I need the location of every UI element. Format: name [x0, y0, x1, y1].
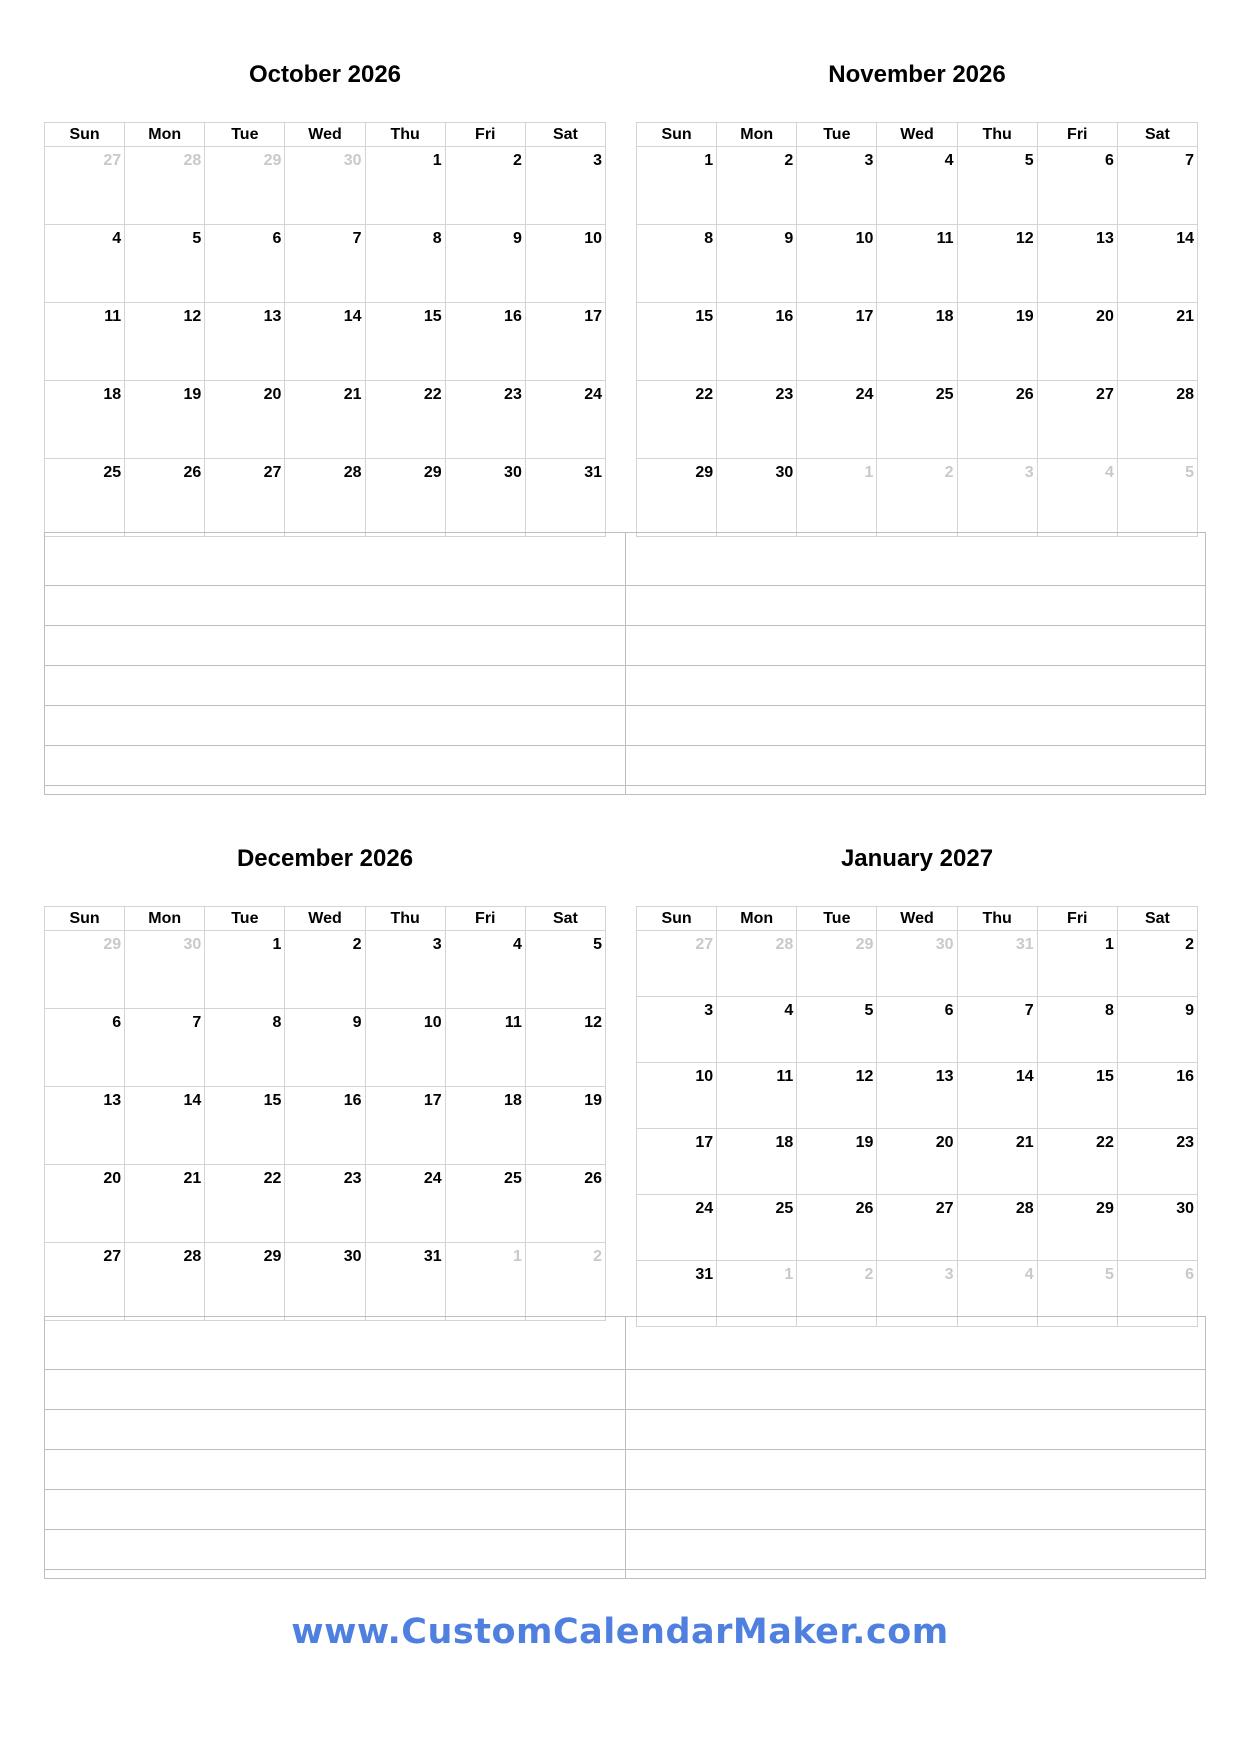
day-cell[interactable]: 16	[717, 303, 797, 381]
day-cell[interactable]: 4	[717, 997, 797, 1063]
weekday-header: Wed	[877, 907, 957, 931]
day-cell-adjacent-month[interactable]: 1	[797, 459, 877, 537]
day-cell[interactable]: 21	[125, 1165, 205, 1243]
notes-area-top	[44, 532, 1206, 795]
day-cell[interactable]: 21	[957, 1129, 1037, 1195]
day-cell[interactable]: 28	[125, 1243, 205, 1321]
week-row	[45, 1243, 606, 1321]
day-cell[interactable]: 17	[365, 1087, 445, 1165]
day-cell[interactable]: 8	[1037, 997, 1117, 1063]
day-cell[interactable]: 3	[525, 147, 605, 225]
day-cell[interactable]: 1	[637, 147, 717, 225]
notes-cell[interactable]	[45, 1530, 626, 1569]
weekday-header: Tue	[797, 907, 877, 931]
day-cell[interactable]: 1	[365, 147, 445, 225]
week-row	[637, 381, 1198, 459]
day-cell[interactable]: 8	[365, 225, 445, 303]
day-cell[interactable]: 22	[1037, 1129, 1117, 1195]
notes-cell[interactable]	[626, 706, 1206, 745]
day-cell[interactable]: 17	[797, 303, 877, 381]
day-cell[interactable]: 14	[1117, 225, 1197, 303]
weekday-header: Tue	[205, 123, 285, 147]
weekday-header: Thu	[365, 123, 445, 147]
day-cell[interactable]: 2	[445, 147, 525, 225]
day-cell[interactable]: 5	[957, 147, 1037, 225]
week-row	[45, 147, 606, 225]
day-cell-adjacent-month[interactable]: 2	[525, 1243, 605, 1321]
notes-cell[interactable]	[45, 1317, 626, 1369]
day-cell[interactable]: 8	[205, 1009, 285, 1087]
month-january	[636, 828, 1198, 1327]
day-cell[interactable]: 9	[1117, 997, 1197, 1063]
day-cell[interactable]: 21	[285, 381, 365, 459]
notes-row	[45, 666, 1205, 706]
weekday-header-row	[637, 123, 1198, 147]
day-cell[interactable]: 30	[445, 459, 525, 537]
month-october	[44, 44, 606, 537]
weekday-header: Sun	[45, 907, 125, 931]
week-row	[45, 459, 606, 537]
day-cell[interactable]: 2	[285, 931, 365, 1009]
week-row	[637, 931, 1198, 997]
day-cell[interactable]: 12	[525, 1009, 605, 1087]
day-cell-adjacent-month[interactable]: 30	[125, 931, 205, 1009]
weekday-header: Mon	[125, 907, 205, 931]
day-cell[interactable]: 15	[205, 1087, 285, 1165]
weekday-header: Sun	[637, 907, 717, 931]
notes-cell[interactable]	[45, 746, 626, 785]
day-cell[interactable]: 5	[525, 931, 605, 1009]
weekday-header: Fri	[1037, 907, 1117, 931]
day-cell[interactable]: 6	[877, 997, 957, 1063]
week-row	[637, 225, 1198, 303]
day-cell[interactable]: 7	[285, 225, 365, 303]
day-cell[interactable]: 17	[637, 1129, 717, 1195]
day-cell-adjacent-month[interactable]: 29	[797, 931, 877, 997]
notes-row	[45, 1490, 1205, 1530]
notes-row	[45, 1410, 1205, 1450]
notes-row	[45, 786, 1205, 794]
day-cell[interactable]: 11	[445, 1009, 525, 1087]
day-cell[interactable]: 3	[637, 997, 717, 1063]
weekday-header-row	[45, 123, 606, 147]
weekday-header: Sun	[45, 123, 125, 147]
week-row	[637, 147, 1198, 225]
notes-row	[45, 626, 1205, 666]
day-cell-adjacent-month[interactable]: 4	[957, 1261, 1037, 1327]
day-cell[interactable]: 1	[205, 931, 285, 1009]
notes-row	[45, 706, 1205, 746]
day-cell-adjacent-month[interactable]: 2	[797, 1261, 877, 1327]
day-cell[interactable]: 3	[797, 147, 877, 225]
weekday-header-row	[45, 907, 606, 931]
notes-cell[interactable]	[45, 786, 626, 794]
day-cell[interactable]: 28	[285, 459, 365, 537]
day-cell[interactable]: 18	[717, 1129, 797, 1195]
day-cell[interactable]: 7	[957, 997, 1037, 1063]
day-cell-adjacent-month[interactable]: 3	[957, 459, 1037, 537]
weekday-header: Mon	[717, 907, 797, 931]
weekday-header: Sun	[637, 123, 717, 147]
month-title: January 2027	[840, 845, 994, 872]
weekday-header: Tue	[205, 907, 285, 931]
notes-row	[45, 586, 1205, 626]
day-cell[interactable]: 11	[877, 225, 957, 303]
day-cell[interactable]: 2	[1117, 931, 1197, 997]
day-cell[interactable]: 20	[1037, 303, 1117, 381]
week-row	[637, 1129, 1198, 1195]
day-cell[interactable]: 28	[957, 1195, 1037, 1261]
day-cell[interactable]: 14	[125, 1087, 205, 1165]
notes-cell[interactable]	[626, 1570, 1206, 1578]
day-cell[interactable]: 23	[1117, 1129, 1197, 1195]
weekday-header: Fri	[445, 907, 525, 931]
notes-row	[45, 1570, 1205, 1578]
day-cell[interactable]: 9	[445, 225, 525, 303]
day-cell[interactable]: 16	[445, 303, 525, 381]
day-cell[interactable]: 13	[45, 1087, 125, 1165]
day-cell[interactable]: 24	[797, 381, 877, 459]
notes-cell[interactable]	[626, 666, 1206, 705]
day-cell[interactable]: 8	[637, 225, 717, 303]
day-cell[interactable]: 20	[45, 1165, 125, 1243]
day-cell[interactable]: 1	[1037, 931, 1117, 997]
notes-cell[interactable]	[45, 1410, 626, 1449]
month-grid	[44, 122, 606, 537]
notes-row	[45, 533, 1205, 586]
day-cell[interactable]: 23	[445, 381, 525, 459]
notes-cell[interactable]	[626, 746, 1206, 785]
day-cell-adjacent-month[interactable]: 30	[877, 931, 957, 997]
notes-row	[45, 1450, 1205, 1490]
month-grid	[636, 906, 1198, 1327]
day-cell[interactable]: 3	[365, 931, 445, 1009]
week-row	[637, 1063, 1198, 1129]
notes-cell[interactable]	[626, 1530, 1206, 1569]
day-cell[interactable]: 27	[45, 1243, 125, 1321]
day-cell-adjacent-month[interactable]: 5	[1037, 1261, 1117, 1327]
day-cell[interactable]: 24	[637, 1195, 717, 1261]
day-cell[interactable]: 19	[957, 303, 1037, 381]
day-cell[interactable]: 13	[205, 303, 285, 381]
day-cell[interactable]: 29	[365, 459, 445, 537]
notes-cell[interactable]	[45, 1490, 626, 1529]
day-cell[interactable]: 23	[717, 381, 797, 459]
week-row	[637, 459, 1198, 537]
weekday-header: Mon	[717, 123, 797, 147]
week-row	[637, 997, 1198, 1063]
day-cell[interactable]: 30	[717, 459, 797, 537]
day-cell[interactable]: 28	[1117, 381, 1197, 459]
day-cell[interactable]: 14	[285, 303, 365, 381]
day-cell[interactable]: 22	[365, 381, 445, 459]
weekday-header: Fri	[1037, 123, 1117, 147]
notes-cell[interactable]	[626, 1370, 1206, 1409]
day-cell[interactable]: 16	[285, 1087, 365, 1165]
day-cell[interactable]: 12	[957, 225, 1037, 303]
notes-area-bottom	[44, 1316, 1206, 1579]
notes-cell[interactable]	[626, 1410, 1206, 1449]
day-cell[interactable]: 15	[637, 303, 717, 381]
day-cell-adjacent-month[interactable]: 6	[1117, 1261, 1197, 1327]
day-cell[interactable]: 25	[445, 1165, 525, 1243]
day-cell[interactable]: 5	[797, 997, 877, 1063]
notes-cell[interactable]	[45, 533, 626, 585]
day-cell[interactable]: 24	[365, 1165, 445, 1243]
notes-cell[interactable]	[626, 586, 1206, 625]
notes-row	[45, 1317, 1205, 1370]
day-cell[interactable]: 9	[285, 1009, 365, 1087]
week-row	[45, 1087, 606, 1165]
day-cell[interactable]: 7	[1117, 147, 1197, 225]
day-cell-adjacent-month[interactable]: 4	[1037, 459, 1117, 537]
week-row	[45, 931, 606, 1009]
day-cell-adjacent-month[interactable]: 2	[877, 459, 957, 537]
day-cell[interactable]: 20	[877, 1129, 957, 1195]
day-cell[interactable]: 25	[45, 459, 125, 537]
day-cell[interactable]: 4	[877, 147, 957, 225]
weekday-header: Sat	[525, 907, 605, 931]
day-cell[interactable]: 10	[365, 1009, 445, 1087]
day-cell[interactable]: 21	[1117, 303, 1197, 381]
weekday-header: Fri	[445, 123, 525, 147]
notes-cell[interactable]	[45, 1370, 626, 1409]
day-cell[interactable]: 24	[525, 381, 605, 459]
weekday-header-row	[637, 907, 1198, 931]
day-cell[interactable]: 31	[525, 459, 605, 537]
day-cell[interactable]: 26	[525, 1165, 605, 1243]
weekday-header: Sat	[1117, 123, 1197, 147]
day-cell[interactable]: 18	[445, 1087, 525, 1165]
day-cell[interactable]: 19	[797, 1129, 877, 1195]
day-cell[interactable]: 5	[125, 225, 205, 303]
day-cell[interactable]: 30	[1117, 1195, 1197, 1261]
day-cell[interactable]: 18	[45, 381, 125, 459]
weekday-header: Thu	[957, 123, 1037, 147]
weekday-header: Sat	[525, 123, 605, 147]
day-cell[interactable]: 27	[877, 1195, 957, 1261]
day-cell[interactable]: 19	[525, 1087, 605, 1165]
day-cell[interactable]: 31	[365, 1243, 445, 1321]
day-cell[interactable]: 25	[717, 1195, 797, 1261]
day-cell[interactable]: 25	[877, 381, 957, 459]
day-cell[interactable]: 11	[45, 303, 125, 381]
day-cell-adjacent-month[interactable]: 1	[445, 1243, 525, 1321]
month-title: December 2026	[236, 845, 414, 872]
month-grid	[636, 122, 1198, 537]
day-cell-adjacent-month[interactable]: 30	[285, 147, 365, 225]
month-title: October 2026	[248, 61, 402, 88]
day-cell[interactable]: 15	[365, 303, 445, 381]
notes-cell[interactable]	[45, 626, 626, 665]
day-cell[interactable]: 6	[45, 1009, 125, 1087]
day-cell[interactable]: 29	[205, 1243, 285, 1321]
day-cell[interactable]: 18	[877, 303, 957, 381]
day-cell[interactable]: 22	[637, 381, 717, 459]
week-row	[45, 1165, 606, 1243]
day-cell[interactable]: 15	[1037, 1063, 1117, 1129]
notes-row	[45, 746, 1205, 786]
day-cell-adjacent-month[interactable]: 3	[877, 1261, 957, 1327]
weekday-header: Thu	[957, 907, 1037, 931]
notes-cell[interactable]	[45, 666, 626, 705]
day-cell[interactable]: 4	[445, 931, 525, 1009]
website-link[interactable]: www.CustomCalendarMaker.com	[291, 1612, 949, 1652]
day-cell-adjacent-month[interactable]: 29	[45, 931, 125, 1009]
day-cell[interactable]: 6	[205, 225, 285, 303]
notes-cell[interactable]	[45, 706, 626, 745]
day-cell[interactable]: 2	[717, 147, 797, 225]
day-cell[interactable]: 26	[957, 381, 1037, 459]
day-cell[interactable]: 26	[125, 459, 205, 537]
week-row	[637, 303, 1198, 381]
weekday-header: Sat	[1117, 907, 1197, 931]
day-cell-adjacent-month[interactable]: 5	[1117, 459, 1197, 537]
day-cell[interactable]: 20	[205, 381, 285, 459]
day-cell[interactable]: 4	[45, 225, 125, 303]
month-title: November 2026	[828, 61, 1006, 88]
day-cell[interactable]: 10	[637, 1063, 717, 1129]
notes-cell[interactable]	[626, 626, 1206, 665]
month-december	[44, 828, 606, 1321]
day-cell[interactable]: 22	[205, 1165, 285, 1243]
day-cell[interactable]: 6	[1037, 147, 1117, 225]
day-cell-adjacent-month[interactable]: 1	[717, 1261, 797, 1327]
day-cell-adjacent-month[interactable]: 27	[637, 931, 717, 997]
notes-cell[interactable]	[626, 1450, 1206, 1489]
day-cell[interactable]: 27	[1037, 381, 1117, 459]
day-cell[interactable]: 16	[1117, 1063, 1197, 1129]
day-cell[interactable]: 13	[877, 1063, 957, 1129]
day-cell[interactable]: 12	[797, 1063, 877, 1129]
day-cell[interactable]: 13	[1037, 225, 1117, 303]
notes-cell[interactable]	[45, 1570, 626, 1578]
weekday-header: Thu	[365, 907, 445, 931]
notes-cell[interactable]	[45, 1450, 626, 1489]
day-cell[interactable]: 27	[205, 459, 285, 537]
day-cell-adjacent-month[interactable]: 29	[205, 147, 285, 225]
day-cell[interactable]: 14	[957, 1063, 1037, 1129]
notes-cell[interactable]	[626, 1490, 1206, 1529]
day-cell-adjacent-month[interactable]: 28	[125, 147, 205, 225]
week-row	[45, 1009, 606, 1087]
notes-cell[interactable]	[45, 586, 626, 625]
month-grid	[44, 906, 606, 1321]
day-cell[interactable]: 10	[797, 225, 877, 303]
day-cell[interactable]: 29	[637, 459, 717, 537]
day-cell[interactable]: 11	[717, 1063, 797, 1129]
day-cell[interactable]: 9	[717, 225, 797, 303]
day-cell[interactable]: 30	[285, 1243, 365, 1321]
day-cell[interactable]: 17	[525, 303, 605, 381]
day-cell[interactable]: 23	[285, 1165, 365, 1243]
week-row	[45, 381, 606, 459]
day-cell-adjacent-month[interactable]: 27	[45, 147, 125, 225]
day-cell-adjacent-month[interactable]: 31	[957, 931, 1037, 997]
day-cell[interactable]: 26	[797, 1195, 877, 1261]
notes-cell[interactable]	[626, 1317, 1206, 1369]
week-row	[45, 303, 606, 381]
week-row	[637, 1195, 1198, 1261]
day-cell[interactable]: 31	[637, 1261, 717, 1327]
day-cell[interactable]: 19	[125, 381, 205, 459]
day-cell[interactable]: 10	[525, 225, 605, 303]
weekday-header: Tue	[797, 123, 877, 147]
day-cell[interactable]: 12	[125, 303, 205, 381]
day-cell-adjacent-month[interactable]: 28	[717, 931, 797, 997]
month-november	[636, 44, 1198, 537]
notes-row	[45, 1370, 1205, 1410]
day-cell[interactable]: 29	[1037, 1195, 1117, 1261]
week-row	[45, 225, 606, 303]
day-cell[interactable]: 7	[125, 1009, 205, 1087]
notes-cell[interactable]	[626, 786, 1206, 794]
weekday-header: Wed	[285, 907, 365, 931]
notes-cell[interactable]	[626, 533, 1206, 585]
weekday-header: Wed	[285, 123, 365, 147]
weekday-header: Wed	[877, 123, 957, 147]
notes-row	[45, 1530, 1205, 1570]
weekday-header: Mon	[125, 123, 205, 147]
